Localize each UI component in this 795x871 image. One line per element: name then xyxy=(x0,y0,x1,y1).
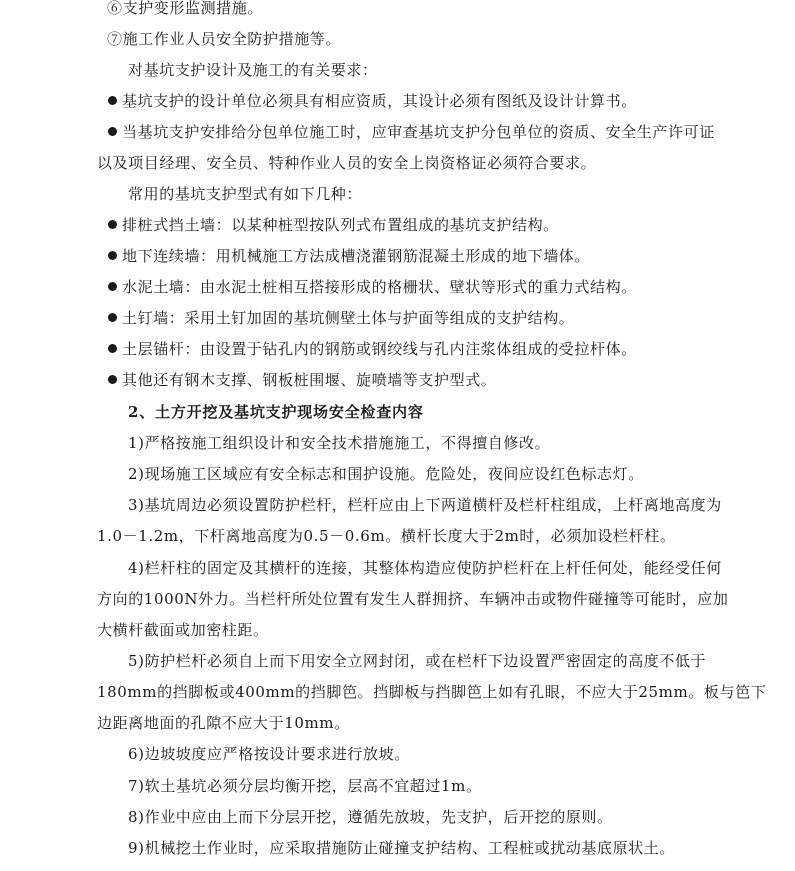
bullet-text: 土层锚杆：由设置于钻孔内的钢筋或钢绞线与孔内注浆体组成的受拉杆体。 xyxy=(122,340,637,358)
bullet-icon xyxy=(108,251,117,260)
bullet-icon xyxy=(108,375,117,384)
bullet-text: 排桩式挡土墙：以某种桩型按队列式布置组成的基坑支护结构。 xyxy=(122,216,559,234)
text-line: 7)软土基坑必须分层均衡开挖，层高不宜超过1m。 xyxy=(128,777,482,795)
text-line: 1)严格按施工组织设计和安全技术措施施工，不得擅自修改。 xyxy=(128,434,551,452)
text-line: 1.0－1.2m，下杆离地高度为0.5－0.6m。横杆长度大于2m时，必须加设栏杆柱。 xyxy=(97,527,676,545)
text-line: 9)机械挖土作业时，应采取措施防止碰撞支护结构、工程桩或扰动基底原状土。 xyxy=(128,839,675,857)
text-line: 大横杆截面或加密柱距。 xyxy=(97,621,269,639)
text-line: 5)防护栏杆必须自上而下用安全立网封闭，或在栏杆下边设置严密固定的高度不低于 xyxy=(128,652,707,670)
text-line: 4)栏杆柱的固定及其横杆的连接，其整体构造应使防护栏杆在上杆任何处，能经受任何 xyxy=(128,559,722,577)
text-line: 2)现场施工区域应有安全标志和围护设施。危险处，夜间应设红色标志灯。 xyxy=(128,465,644,483)
bullet-item xyxy=(108,370,795,390)
bullet-text: 地下连续墙：用机械施工方法成槽浇灌钢筋混凝土形成的地下墙体。 xyxy=(122,247,591,265)
bullet-item xyxy=(108,246,795,266)
bullet-text: 水泥土墙：由水泥土桩相互搭接形成的格栅状、壁状等形式的重力式结构。 xyxy=(122,278,637,296)
bullet-text: 土钉墙：采用土钉加固的基坑侧壁土体与护面等组成的支护结构。 xyxy=(122,309,575,327)
bullet-item xyxy=(108,277,795,297)
bullet-item xyxy=(108,339,795,359)
text-line: ⑦施工作业人员安全防护措施等。 xyxy=(107,30,342,48)
text-line: 方向的1000N外力。当栏杆所处位置有发生人群拥挤、车辆冲击或物件碰撞等可能时，应加 xyxy=(97,590,729,608)
bullet-item xyxy=(108,215,795,235)
bullet-item xyxy=(108,308,795,328)
bullet-icon xyxy=(108,127,117,136)
text-line: 8)作业中应由上而下分层开挖，遵循先放坡，先支护，后开挖的原则。 xyxy=(128,808,613,826)
text-line: 对基坑支护设计及施工的有关要求： xyxy=(128,61,378,79)
bullet-item xyxy=(108,122,795,142)
bullet-text: 基坑支护的设计单位必须具有相应资质，其设计必须有图纸及设计计算书。 xyxy=(122,92,637,110)
text-line: 常用的基坑支护型式有如下几种： xyxy=(128,185,363,203)
bullet-icon xyxy=(108,96,117,105)
bullet-item xyxy=(108,91,795,111)
bullet-icon xyxy=(108,313,117,322)
bullet-text: 当基坑支护安排给分包单位施工时，应审查基坑支护分包单位的资质、安全生产许可证 xyxy=(122,123,715,141)
bullet-icon xyxy=(108,344,117,353)
text-line: 边距离地面的孔隙不应大于10mm。 xyxy=(97,714,350,732)
bullet-icon xyxy=(108,282,117,291)
section-heading: 2、土方开挖及基坑支护现场安全检查内容 xyxy=(128,403,424,421)
text-line: 以及项目经理、安全员、特种作业人员的安全上岗资格证必须符合要求。 xyxy=(97,154,597,172)
text-line: 6)边坡坡度应严格按设计要求进行放坡。 xyxy=(128,745,410,763)
text-line: ⑥支护变形监测措施。 xyxy=(107,0,264,17)
text-line: 3)基坑周边必须设置防护栏杆，栏杆应由上下两道横杆及栏杆柱组成，上杆离地高度为 xyxy=(128,496,722,514)
text-line: 180mm的挡脚板或400mm的挡脚笆。挡脚板与挡脚笆上如有孔眼，不应大于25mm。板与笆下 xyxy=(97,683,767,701)
bullet-icon xyxy=(108,220,117,229)
bullet-text: 其他还有钢木支撑、钢板桩围堰、旋喷墙等支护型式。 xyxy=(122,371,497,389)
